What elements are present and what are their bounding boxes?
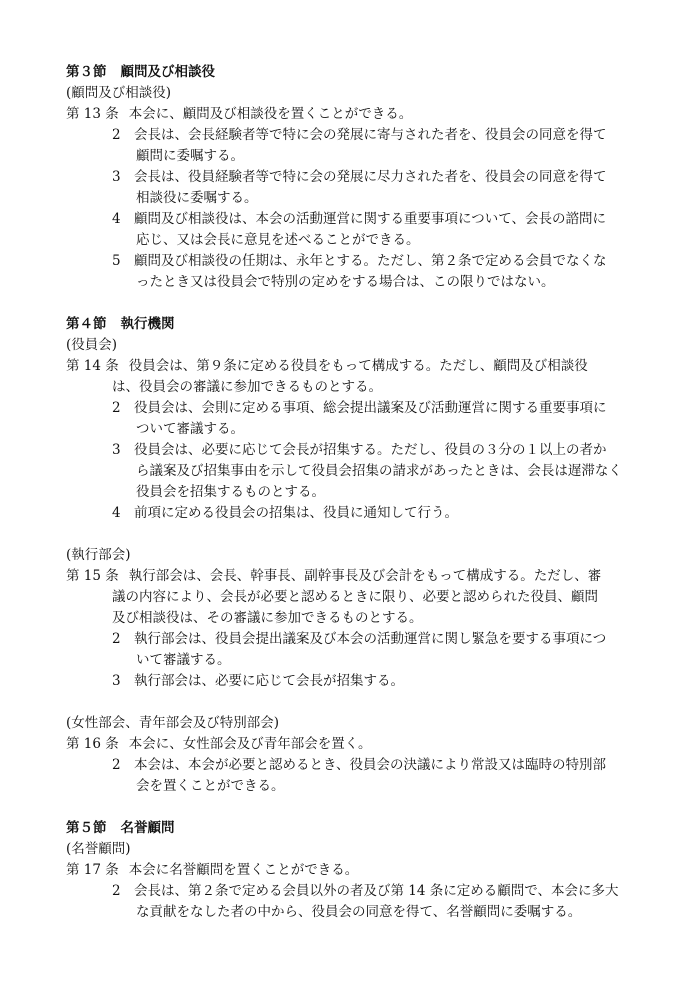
paragraph-continuation: 応じ、又は会長に意見を述べることができる。 xyxy=(136,232,420,248)
article-text: 本会に、女性部会及び青年部会を置く。 xyxy=(128,736,372,752)
article-continuation: 議の内容により、会長が必要と認めるときに限り、必要と認められた役員、顧問 xyxy=(112,589,598,605)
article-caption: (顧問及び相談役) xyxy=(66,85,172,101)
paragraph xyxy=(66,125,638,146)
paragraph-number: 2 xyxy=(112,883,121,899)
article-number: 第 17 条 xyxy=(66,862,119,878)
section-title: 執行機関 xyxy=(120,316,175,332)
paragraph-number: 3 xyxy=(112,442,121,458)
paragraph-text: 会長は、会長経験者等で特に会の発展に寄与された者を、役員会の同意を得て xyxy=(134,127,607,143)
spacer xyxy=(66,692,638,713)
paragraph xyxy=(66,440,638,461)
article-text: 本会に名誉顧問を置くことができる。 xyxy=(128,862,359,878)
article xyxy=(66,734,638,755)
paragraph-number: 2 xyxy=(112,127,121,143)
paragraph-continuation: 顧問に委嘱する。 xyxy=(136,148,244,164)
paragraph-text: 会長は、役員経験者等で特に会の発展に尽力された者を、役員会の同意を得て xyxy=(134,169,607,185)
paragraph-continuation: 役員会を招集するものとする。 xyxy=(136,484,325,500)
paragraph xyxy=(66,398,638,419)
paragraph-continuation: ついて審議する。 xyxy=(136,421,244,437)
article-caption: (執行部会) xyxy=(66,547,131,563)
paragraph xyxy=(66,503,638,524)
spacer xyxy=(66,293,638,314)
paragraph-number: 4 xyxy=(112,505,121,521)
paragraph-continuation: 相談役に委嘱する。 xyxy=(136,190,258,206)
section-title: 名誉顧問 xyxy=(120,820,175,836)
paragraph-text: 前項に定める役員会の招集は、役員に通知して行う。 xyxy=(134,505,458,521)
article xyxy=(66,356,638,377)
paragraph-number: 2 xyxy=(112,400,121,416)
spacer xyxy=(66,524,638,545)
article-number: 第 15 条 xyxy=(66,568,119,584)
paragraph-number: 3 xyxy=(112,673,121,689)
paragraph-continuation: ら議案及び招集事由を示して役員会招集の請求があったときは、会長は遅滞なく xyxy=(136,463,622,479)
article-text: 本会に、顧問及び相談役を置くことができる。 xyxy=(128,106,413,122)
paragraph-text: 本会は、本会が必要と認めるとき、役員会の決議により常設又は臨時の特別部 xyxy=(134,757,606,773)
section-number: 第３節 xyxy=(66,64,107,80)
section-title: 顧問及び相談役 xyxy=(120,64,215,80)
article-text: 執行部会は、会長、幹事長、副幹事長及び会計をもって構成する。ただし、審 xyxy=(128,568,602,584)
paragraph-text: 会長は、第２条で定める会員以外の者及び第 14 条に定める顧問で、本会に多大 xyxy=(134,883,619,899)
section-heading xyxy=(66,62,638,83)
paragraph xyxy=(66,167,638,188)
paragraph-continuation: ったとき又は役員会で特別の定めをする場合は、この限りではない。 xyxy=(136,274,555,290)
section-heading xyxy=(66,314,638,335)
paragraph-continuation: な貢献をなした者の中から、役員会の同意を得て、名誉顧問に委嘱する。 xyxy=(136,904,582,920)
section-number: 第５節 xyxy=(66,820,107,836)
section-heading xyxy=(66,818,638,839)
paragraph xyxy=(66,671,638,692)
paragraph xyxy=(66,755,638,776)
article-continuation: 及び相談役は、その審議に参加できるものとする。 xyxy=(112,610,423,626)
paragraph xyxy=(66,881,638,902)
paragraph-number: 3 xyxy=(112,169,121,185)
paragraph-text: 顧問及び相談役の任期は、永年とする。ただし、第２条で定める会員でなくな xyxy=(134,253,607,269)
paragraph xyxy=(66,251,638,272)
article xyxy=(66,104,638,125)
paragraph-text: 顧問及び相談役は、本会の活動運営に関する重要事項について、会長の諮問に xyxy=(134,211,606,227)
article-number: 第 14 条 xyxy=(66,358,119,374)
paragraph-number: 2 xyxy=(112,631,121,647)
article-caption: (女性部会、青年部会及び特別部会) xyxy=(66,715,280,731)
article-caption: (役員会) xyxy=(66,337,118,353)
paragraph-continuation: 会を置くことができる。 xyxy=(136,778,285,794)
paragraph xyxy=(66,209,638,230)
paragraph xyxy=(66,629,638,650)
paragraph-text: 役員会は、必要に応じて会長が招集する。ただし、役員の３分の１以上の者か xyxy=(134,442,607,458)
paragraph-number: 2 xyxy=(112,757,121,773)
article-continuation: は、役員会の審議に参加できるものとする。 xyxy=(112,379,382,395)
article-number: 第 16 条 xyxy=(66,736,119,752)
spacer xyxy=(66,797,638,818)
article xyxy=(66,566,638,587)
paragraph-text: 執行部会は、役員会提出議案及び本会の活動運営に関し緊急を要する事項につ xyxy=(134,631,607,647)
article-number: 第 13 条 xyxy=(66,106,119,122)
article-text: 役員会は、第９条に定める役員をもって構成する。ただし、顧問及び相談役 xyxy=(128,358,588,374)
section-number: 第４節 xyxy=(66,316,107,332)
article-caption: (名誉顧問) xyxy=(66,841,131,857)
paragraph-number: 5 xyxy=(112,253,121,269)
paragraph-text: 役員会は、会則に定める事項、総会提出議案及び活動運営に関する重要事項に xyxy=(134,400,607,416)
paragraph-text: 執行部会は、必要に応じて会長が招集する。 xyxy=(134,673,404,689)
article xyxy=(66,860,638,881)
paragraph-number: 4 xyxy=(112,211,121,227)
paragraph-continuation: いて審議する。 xyxy=(136,652,231,668)
